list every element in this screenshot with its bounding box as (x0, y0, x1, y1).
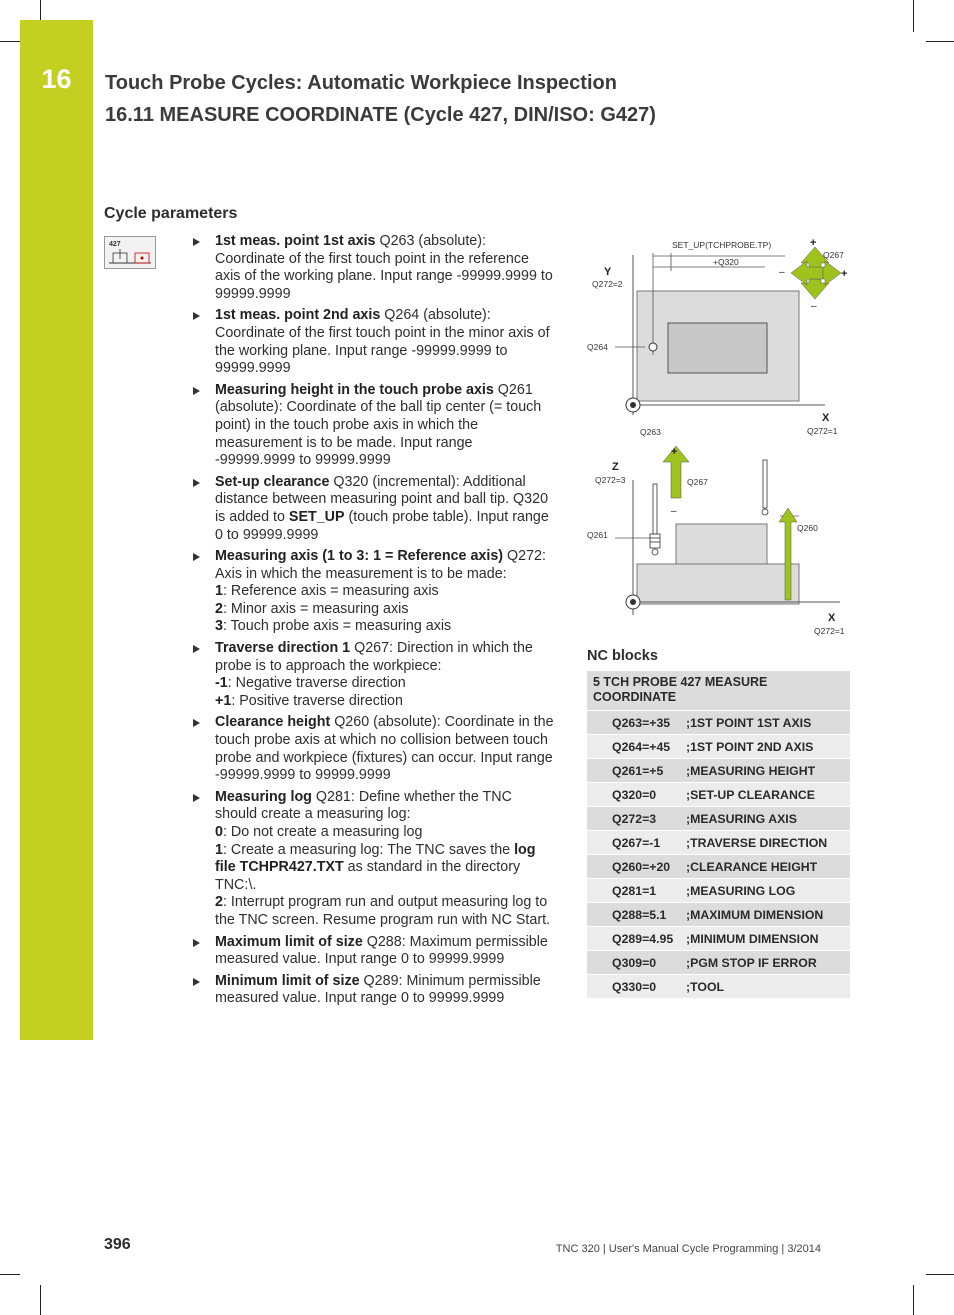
option-value: 0 (215, 824, 223, 840)
nc-blocks-heading: NC blocks (587, 648, 658, 664)
touch-point (649, 343, 657, 351)
parameter-item (193, 789, 555, 930)
nc-parameter: Q267=-1 (612, 835, 661, 850)
parameter-description: Q289: Minimum permissible measured value. Input range 0 to 99999.9999 (215, 972, 541, 1007)
nc-comment: ;MEASURING LOG (686, 883, 796, 898)
nc-row (587, 951, 850, 975)
q272-1-label: Q272=1 (807, 426, 838, 436)
bullet-arrow-icon (193, 645, 200, 653)
nc-comment: ;TOOL (686, 979, 725, 994)
q264-label: Q264 (587, 342, 608, 352)
parameter-description: Q320 (incremental): Additional distance between measuring point and ball tip. Q320 is added to (215, 473, 549, 525)
parameter-item (193, 307, 555, 377)
bullet-arrow-icon (193, 312, 200, 320)
parameter-item (193, 973, 555, 1008)
nc-row (587, 903, 850, 927)
plus-sign: + (841, 268, 848, 280)
parameter-name: Traverse direction 1 (215, 640, 351, 657)
option-description: : Interrupt program run and output measuring log to the TNC screen. Resume program run with NC Start. (215, 894, 551, 928)
nc-comment: ;CLEARANCE HEIGHT (686, 859, 818, 874)
section-title: 16.11 MEASURE COORDINATE (Cycle 427, DIN/ISO: G427) (105, 104, 656, 126)
parameter-description: Q267: Direction in which the probe is to approach the workpiece: (215, 640, 533, 674)
chapter-number: 16 (41, 64, 72, 94)
parameter-name: 1st meas. point 1st axis (215, 233, 376, 249)
x-axis-label: X (828, 612, 836, 624)
bullet-arrow-icon (193, 553, 200, 561)
option-description: as standard in the directory TNC:\. (215, 859, 521, 893)
parameter-name: Maximum limit of size (215, 933, 363, 950)
crop-mark (926, 1274, 954, 1275)
bullet-arrow-icon (193, 978, 200, 986)
cycle-427-icon (104, 236, 156, 269)
nc-row (587, 879, 850, 903)
nc-parameter: Q320=0 (612, 787, 657, 802)
nc-row (587, 831, 850, 855)
q267-label: Q267 (823, 250, 844, 260)
option-value: 1 (215, 583, 223, 600)
plus-sign: + (671, 446, 678, 458)
nc-row (587, 807, 850, 831)
setup-label: SET_UP(TCHPROBE.TP) (672, 240, 772, 250)
option-value: 1 (215, 841, 223, 858)
parameter-name: Clearance height (215, 714, 331, 731)
parameter-description: Q263 (absolute): Coordinate of the first touch point in the reference axis of the working plane. Input range -99999.9999 to 99999.9999 (215, 233, 553, 302)
bullet-arrow-icon (193, 939, 200, 947)
option-description: : Create a measuring log: The TNC saves the (222, 841, 515, 858)
nc-first-line: 5 TCH PROBE 427 MEASURE COORDINATE (587, 671, 850, 711)
nc-comment: ;1ST POINT 2ND AXIS (686, 739, 814, 754)
nc-parameter: Q272=3 (612, 811, 657, 826)
nc-comment: ;MEASURING AXIS (686, 811, 797, 826)
nc-comment: ;MINIMUM DIMENSION (686, 931, 819, 946)
nc-parameter: Q288=5.1 (612, 907, 667, 922)
parameter-item (193, 548, 555, 636)
probe-stylus-clearance (762, 460, 768, 515)
parameter-name: Measuring log (215, 788, 312, 805)
parameter-keyword: SET_UP (288, 508, 345, 525)
q272-2-label: Q272=2 (592, 279, 623, 289)
bullet-arrow-icon (193, 479, 200, 487)
minus-sign: – (811, 301, 817, 312)
parameter-item (193, 714, 555, 784)
minus-sign: – (671, 506, 677, 517)
bullet-arrow-icon (193, 387, 200, 395)
q260-label: Q260 (797, 523, 818, 533)
xz-plane-diagram (585, 440, 865, 640)
nc-parameter: Q261=+5 (612, 763, 664, 778)
nc-row (587, 735, 850, 759)
parameter-item (193, 382, 555, 470)
option-value: +1 (215, 692, 232, 709)
option-description: : Reference axis = measuring axis (222, 583, 439, 600)
crop-mark (0, 41, 20, 42)
nc-comment: ;SET-UP CLEARANCE (686, 787, 815, 802)
parameter-description: Q272: Axis in which the measurement is to be made: (215, 548, 546, 582)
option-keyword: log file TCHPR427.TXT (215, 841, 536, 876)
option-value: 2 (215, 894, 223, 911)
y-axis-label: Y (604, 266, 612, 278)
parameter-list (193, 233, 555, 1012)
parameter-name: Measuring axis (1 to 3: 1 = Reference axis) (215, 548, 504, 565)
nc-parameter: Q263=+35 (612, 715, 671, 730)
nc-rows (587, 711, 850, 999)
nc-comment: ;TRAVERSE DIRECTION (686, 835, 828, 850)
chapter-sidebar (20, 20, 93, 1040)
bullet-arrow-icon (193, 719, 200, 727)
x-axis-label: X (822, 412, 830, 424)
parameter-item (193, 934, 555, 969)
nc-comment: ;PGM STOP IF ERROR (686, 955, 817, 970)
page-number: 396 (104, 1236, 131, 1253)
option-description: : Minor axis = measuring axis (222, 600, 409, 617)
nc-parameter: Q281=1 (612, 883, 657, 898)
parameter-name: Minimum limit of size (215, 972, 360, 989)
parameter-name: 1st meas. point 2nd axis (215, 307, 381, 324)
crop-mark (926, 41, 954, 42)
option-description: : Touch probe axis = measuring axis (222, 618, 452, 635)
z-axis-label: Z (612, 461, 619, 473)
q272-3-label: Q272=3 (595, 475, 626, 485)
chapter-title: Touch Probe Cycles: Automatic Workpiece Inspection (105, 72, 617, 94)
option-description: : Negative traverse direction (227, 675, 406, 692)
nc-blocks-table (587, 671, 850, 999)
crop-mark (913, 0, 914, 32)
plus-sign: + (810, 237, 817, 249)
nc-comment: ;MAXIMUM DIMENSION (686, 907, 824, 922)
cycle-icon-label: 427 (109, 241, 121, 248)
xy-plane-diagram (585, 235, 865, 440)
nc-row (587, 783, 850, 807)
nc-row (587, 975, 850, 999)
nc-parameter: Q289=4.95 (612, 931, 674, 946)
crop-mark (0, 1274, 20, 1275)
crop-mark (913, 1285, 914, 1315)
parameter-description: Q261 (absolute): Coordinate of the ball tip center (= touch point) in the touch probe axis in which the measurement is to be made. Input range -99999.9999 to 99999.9999 (215, 381, 542, 469)
option-description: : Do not create a measuring log (222, 824, 423, 840)
q320-label: +Q320 (713, 257, 739, 267)
option-value: 3 (215, 618, 223, 635)
subsection-title: Cycle parameters (104, 205, 238, 222)
q272-1-label: Q272=1 (814, 626, 845, 636)
workpiece-pocket (668, 323, 767, 373)
parameter-item (193, 233, 555, 303)
nc-parameter: Q309=0 (612, 955, 657, 970)
minus-sign: – (779, 267, 785, 278)
parameter-name: Set-up clearance (215, 473, 330, 490)
page-footer: TNC 320 | User's Manual Cycle Programming | 3/2014 (555, 1243, 821, 1255)
parameter-description: (touch probe table). Input range 0 to 99999.9999 (215, 508, 549, 543)
crop-mark (40, 0, 41, 20)
workpiece-base (637, 564, 799, 604)
nc-row (587, 927, 850, 951)
q267-label: Q267 (687, 477, 708, 487)
parameter-description: Q288: Maximum permissible measured value. Input range 0 to 99999.9999 (215, 933, 548, 968)
parameter-name: Measuring height in the touch probe axis (215, 381, 494, 398)
q263-label: Q263 (640, 427, 661, 437)
probe-stylus (650, 484, 660, 555)
nc-row (587, 711, 850, 735)
bullet-arrow-icon (193, 238, 200, 246)
parameter-item (193, 474, 555, 544)
cycle-icon-graphic (105, 237, 155, 268)
nc-comment: ;MEASURING HEIGHT (686, 763, 816, 778)
nc-row (587, 855, 850, 879)
nc-parameter: Q260=+20 (612, 859, 671, 874)
parameter-item (193, 640, 555, 710)
parameter-description: Q264 (absolute): Coordinate of the first touch point in the minor axis of the working plane. Input range -99999.9999 to 99999.9999 (215, 307, 550, 377)
parameter-description: Q260 (absolute): Coordinate in the touch probe axis at which no collision between touch probe and workpiece (fixtures) can occur. Input range -99999.9999 to 99999.9999 (215, 714, 554, 784)
parameter-description: Q281: Define whether the TNC should create a measuring log: (215, 788, 512, 823)
option-value: -1 (215, 675, 228, 692)
bullet-arrow-icon (193, 794, 200, 802)
nc-row (587, 759, 850, 783)
nc-comment: ;1ST POINT 1ST AXIS (686, 715, 812, 730)
workpiece-step (676, 524, 767, 564)
nc-parameter: Q264=+45 (612, 739, 671, 754)
option-value: 2 (215, 600, 223, 617)
q261-label: Q261 (587, 530, 608, 540)
crop-mark (40, 1285, 41, 1315)
option-description: : Positive traverse direction (231, 692, 403, 709)
nc-parameter: Q330=0 (612, 979, 657, 994)
